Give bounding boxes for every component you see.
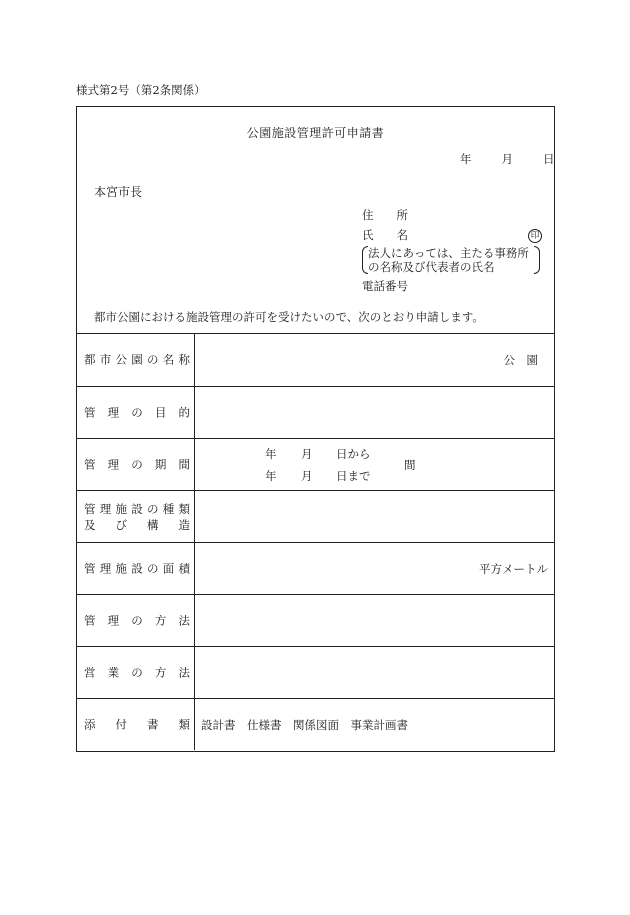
label-char: 添 <box>84 716 96 731</box>
table-row-business-method <box>77 646 554 698</box>
park-name-suffix: 公 園 <box>503 353 538 367</box>
right-bracket <box>534 246 540 274</box>
period-to-year: 年 <box>265 469 277 483</box>
period-to-month: 月 <box>301 469 313 483</box>
table-row-period <box>77 438 554 490</box>
label-char: 付 <box>115 716 127 731</box>
label-char: 設 <box>131 502 143 516</box>
row-label-cell <box>77 439 195 490</box>
table-row-facility-area <box>77 542 554 594</box>
date-day[interactable]: 日 <box>543 152 555 166</box>
row-label-cell <box>77 543 195 594</box>
table-row-attachments <box>77 698 554 750</box>
corporation-note-line1: 法人にあっては、主たる事務所 <box>368 246 529 260</box>
facility-type-field[interactable] <box>195 491 554 542</box>
period-span: 間 <box>404 458 416 472</box>
label-char: 理 <box>99 560 112 575</box>
form-number: 様式第2号（第2条関係） <box>76 83 206 97</box>
address-label: 住 所 <box>362 208 408 222</box>
label-char: の <box>147 502 159 516</box>
label-char: 理 <box>99 502 112 516</box>
label-char: 称 <box>178 352 190 367</box>
label-char: 方 <box>154 612 167 627</box>
label-char: 間 <box>178 456 190 471</box>
management-method-field[interactable] <box>195 595 554 646</box>
label-char: の <box>131 612 143 627</box>
label-char: 理 <box>107 404 120 419</box>
label-char: の <box>147 560 159 575</box>
table-row-management-method <box>77 594 554 646</box>
row-label-cell <box>77 491 195 542</box>
label-char: 法 <box>178 664 190 679</box>
row-label <box>84 456 190 471</box>
business-method-field[interactable] <box>195 647 554 698</box>
period-from-year: 年 <box>265 447 277 461</box>
label-char: 類 <box>178 502 190 516</box>
label-char: 市 <box>99 352 112 367</box>
label-char: 造 <box>178 518 190 532</box>
row-label-cell <box>77 595 195 646</box>
label-char: 理 <box>107 612 120 627</box>
label-char: 及 <box>84 518 96 532</box>
period-field[interactable] <box>195 439 554 490</box>
addressee: 本宮市長 <box>94 185 143 199</box>
label-char: 構 <box>147 518 159 532</box>
label-char: 業 <box>107 664 120 679</box>
label-char: の <box>147 352 159 367</box>
row-label <box>84 354 190 366</box>
area-unit: 平方メートル <box>479 562 548 576</box>
label-char: 名 <box>162 352 175 367</box>
row-label <box>84 612 190 627</box>
label-char: び <box>115 518 127 532</box>
label-char: 管 <box>84 612 96 627</box>
label-char: 目 <box>154 404 167 419</box>
table-row-park-name <box>77 333 554 386</box>
date-month[interactable]: 月 <box>501 152 513 166</box>
label-char: 的 <box>178 404 190 419</box>
purpose-field[interactable] <box>195 387 554 438</box>
label-char: 方 <box>154 664 167 679</box>
label-char: 類 <box>178 716 190 731</box>
row-label-line2 <box>84 520 190 532</box>
attachments-list: 設計書 仕様書 関係図面 事業計画書 <box>201 718 408 732</box>
phone-label: 電話番号 <box>362 279 408 293</box>
period-from-day: 日から <box>336 447 371 461</box>
table-row-purpose <box>77 386 554 438</box>
row-label-cell <box>77 699 195 750</box>
label-char: 都 <box>84 352 96 367</box>
park-name-field[interactable] <box>195 334 554 386</box>
row-label <box>84 560 190 575</box>
label-char: 管 <box>84 560 96 575</box>
corporation-note-line2: の名称及び代表者の氏名 <box>368 260 495 274</box>
corporation-note <box>362 246 540 274</box>
label-char: 設 <box>131 560 143 575</box>
row-label-cell <box>77 334 195 386</box>
form-title: 公園施設管理許可申請書 <box>246 126 385 140</box>
attachments-field[interactable] <box>195 699 554 750</box>
label-char: の <box>131 404 143 419</box>
label-char: 施 <box>115 502 127 516</box>
label-char: 書 <box>147 716 159 731</box>
label-char: 管 <box>84 456 96 471</box>
date-year[interactable]: 年 <box>460 152 472 166</box>
label-char: 施 <box>115 560 127 575</box>
label-char: 管 <box>84 404 96 419</box>
date-line <box>460 154 555 166</box>
label-char: 種 <box>162 502 175 516</box>
table-row-facility-type <box>77 490 554 542</box>
label-char: 管 <box>84 502 96 516</box>
row-label-line1 <box>84 504 190 516</box>
period-to-day: 日まで <box>336 469 371 483</box>
label-char: 期 <box>154 456 167 471</box>
label-char: 営 <box>84 664 96 679</box>
application-statement: 都市公園における施設管理の許可を受けたいので、次のとおり申請します。 <box>94 310 484 324</box>
label-char: 積 <box>178 560 190 575</box>
row-label <box>84 716 190 731</box>
label-char: 公 <box>115 352 127 367</box>
row-label <box>84 404 190 419</box>
label-char: 面 <box>162 560 175 575</box>
facility-area-field[interactable] <box>195 543 554 594</box>
application-form <box>76 106 555 752</box>
label-char: 法 <box>178 612 190 627</box>
label-char: の <box>131 456 143 471</box>
name-label: 氏 名 <box>362 228 408 242</box>
period-from-month: 月 <box>301 447 313 461</box>
details-table <box>77 333 554 750</box>
row-label <box>84 664 190 679</box>
label-char: 園 <box>131 352 143 367</box>
row-label-cell <box>77 387 195 438</box>
label-char: 理 <box>107 456 120 471</box>
seal-mark: 印 <box>528 229 542 243</box>
row-label-cell <box>77 647 195 698</box>
label-char: の <box>131 664 143 679</box>
